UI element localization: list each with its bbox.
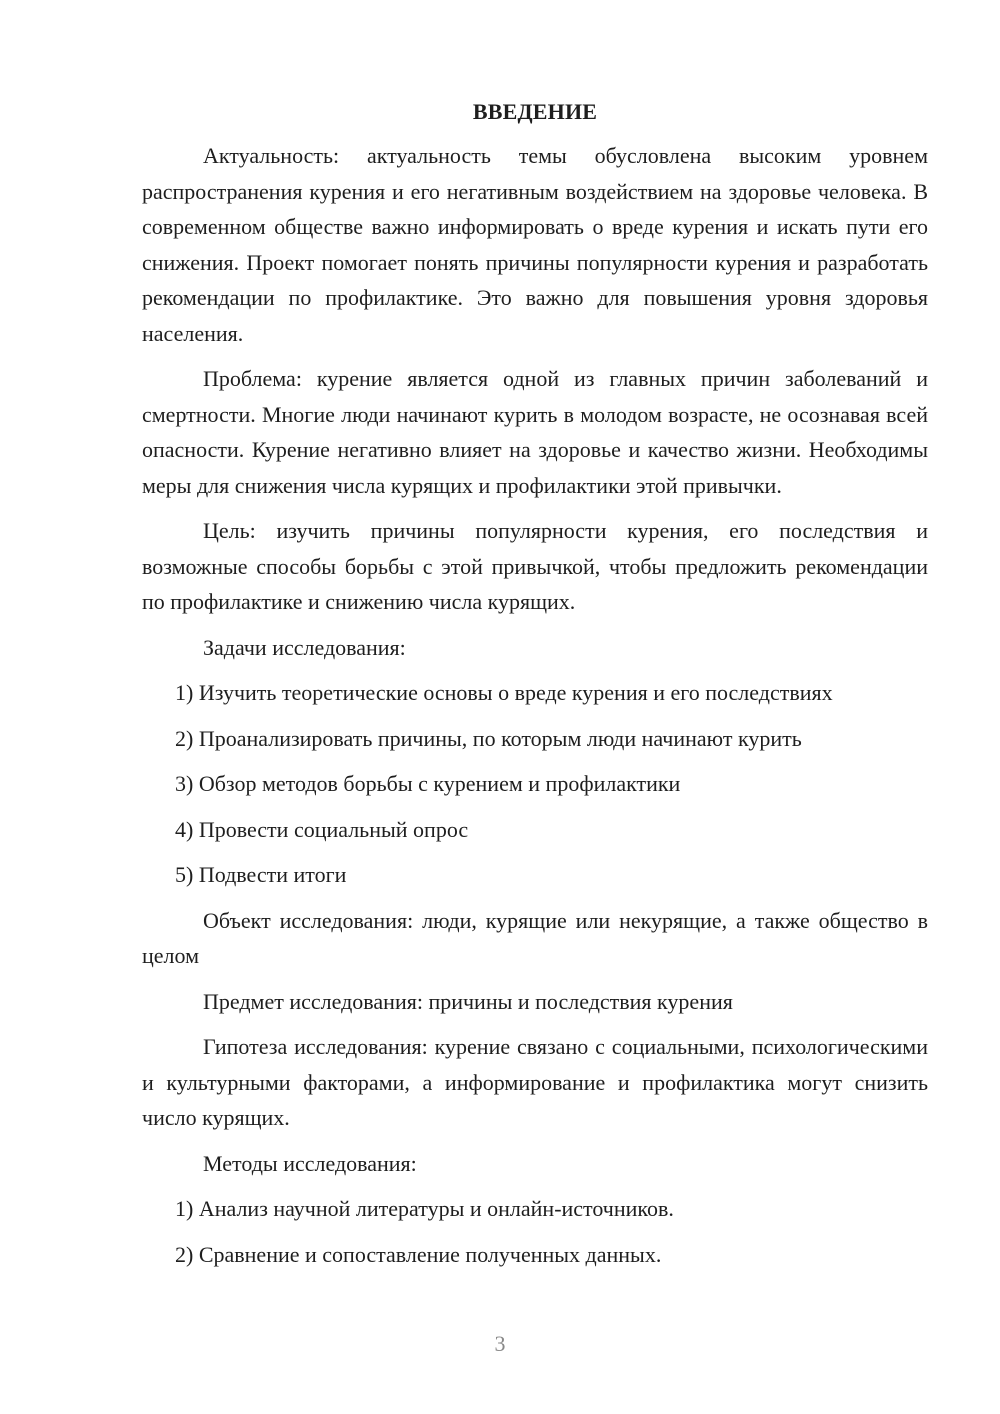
list-item: 5) Подвести итоги (175, 862, 347, 887)
tasks-list (142, 675, 928, 893)
tasks-heading: Задачи исследования: (203, 634, 406, 660)
methods-list (142, 1191, 928, 1272)
subject-paragraph: Предмет исследования: причины и последствия курения (203, 988, 733, 1014)
problem-paragraph: Проблема: курение является одной из главных причин заболеваний и смертности. Многие люди начинают курить в молодом возрасте, не осознавая всей опасности. Курение негативно влияет на здоровье и качество жизни. Необходимы меры для снижения числа курящих и профилактики этой привычки. (142, 366, 928, 498)
document-page (142, 94, 928, 1282)
list-item: 4) Провести социальный опрос (175, 816, 469, 842)
list-item: 2) Проанализировать причины, по которым люди начинают курить (175, 725, 802, 751)
list-item: 3) Обзор методов борьбы с курением и профилактики (175, 771, 681, 796)
hypothesis-paragraph: Гипотеза исследования: курение связано с социальными, психологическими и культурными факторами, а информирование и профилактика могут снизить число курящих. (142, 1034, 928, 1130)
page-title: ВВЕДЕНИЕ (472, 99, 598, 124)
list-item: 1) Изучить теоретические основы о вреде курения и его последствиях (175, 680, 833, 705)
list-item: 2) Сравнение и сопоставление полученных данных. (175, 1241, 662, 1267)
list-item: 1) Анализ научной литературы и онлайн-источников. (175, 1196, 674, 1221)
object-paragraph: Объект исследования: люди, курящие или некурящие, а также общество в целом (142, 907, 928, 968)
goal-paragraph: Цель: изучить причины популярности курения, его последствия и возможные способы борьбы с этой привычкой, чтобы предложить рекомендации по профилактике и снижению числа курящих. (142, 518, 928, 614)
page-number: 3 (494, 1331, 506, 1356)
methods-heading: Методы исследования: (203, 1150, 417, 1176)
relevance-paragraph: Актуальность: актуальность темы обусловлена высоким уровнем распространения курения и его негативным воздействием на здоровье человека. В современном обществе важно информировать о вреде курения и искать пути его снижения. Проект помогает понять причины популярности курения и разработать рекомендации по профилактике. Это важно для повышения уровня здоровья населения. (142, 143, 928, 346)
